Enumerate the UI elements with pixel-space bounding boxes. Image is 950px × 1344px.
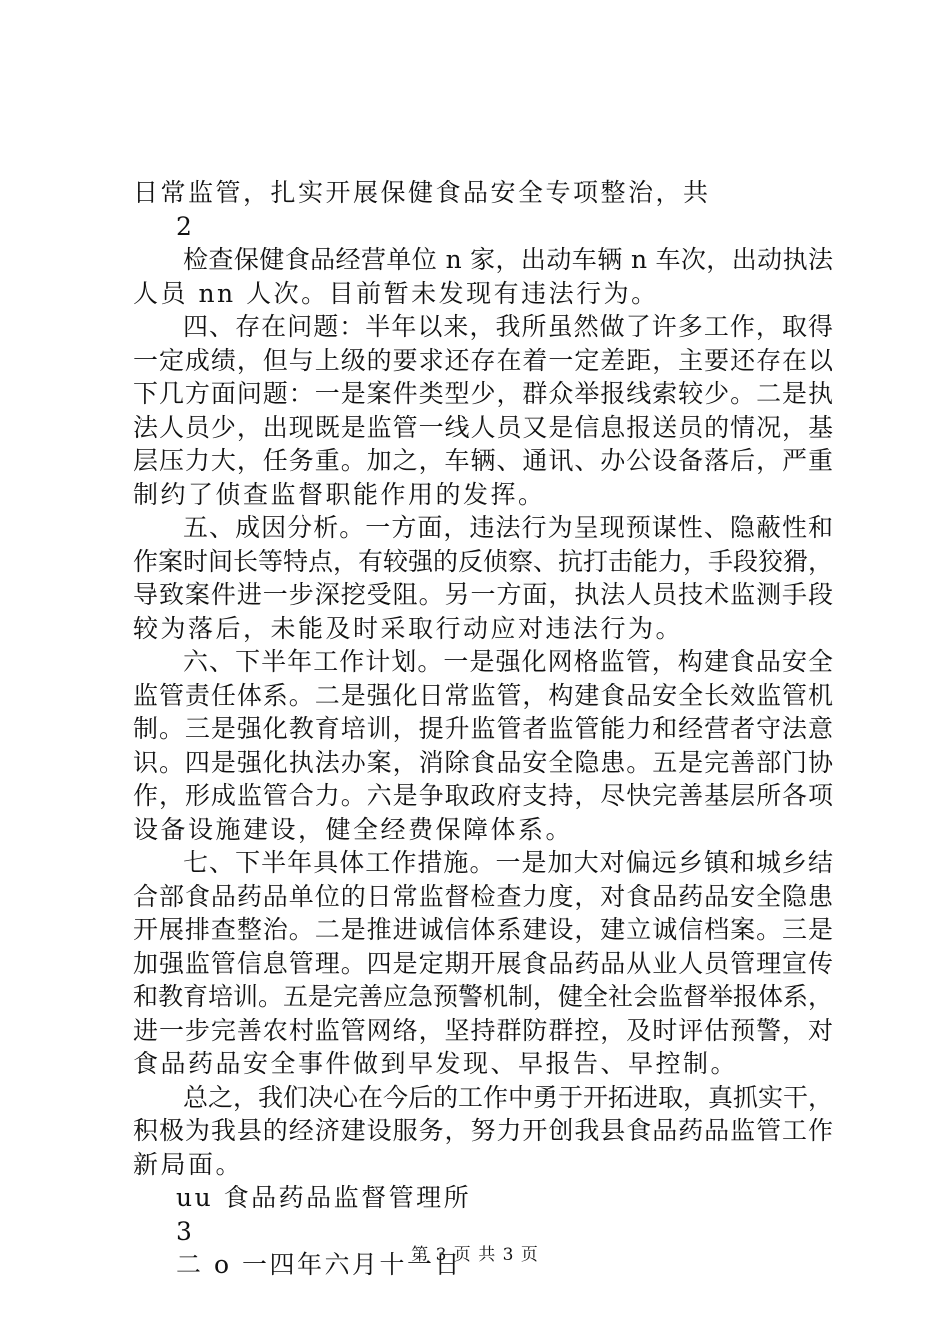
text-line-8: 法人员少，出现既是监管一线人员又是信息报送员的情况，基 [133,412,833,442]
paragraph-5-start: 五、成因分析。一方面，违法行为呈现预谋性、隐蔽性和 [183,513,833,542]
paragraph-6-start: 六、下半年工作计划。一是强化网格监管，构建食品安全 [183,647,833,676]
text-line-14: 较为落后，未能及时采取行动应对违法行为。 [133,613,684,643]
paragraph-7-start: 七、下半年具体工作措施。一是加大对偏远乡镇和城乡结 [183,848,833,877]
paragraph-8-start: 总之，我们决心在今后的工作中勇于开拓进取，真抓实干， [183,1082,834,1112]
text-line-17: 制。三是强化教育培训，提升监管者监管能力和经营者守法意 [133,714,833,743]
signature-organization: uu 食品药品监督管理所 [176,1183,472,1212]
text-line-27: 食品药品安全事件做到早发现、早报告、早控制。 [133,1049,739,1078]
page-marker-3: 3 [176,1216,195,1246]
text-line-7: 下几方面问题：一是案件类型少，群众举报线索较少。二是执 [133,379,833,408]
text-line-24: 加强监管信息管理。四是定期开展食品药品从业人员管理宣传 [133,948,833,978]
text-line-6: 一定成绩，但与上级的要求还存在着一定差距，主要还存在以 [133,345,833,375]
text-line-29: 积极为我县的经济建设服务，努力开创我县食品药品监管工作 [133,1116,833,1145]
paragraph-4-start: 四、存在问题：半年以来，我所虽然做了许多工作，取得 [183,312,833,341]
text-line-26: 进一步完善农村监管网络，坚持群防群控，及时评估预警，对 [133,1015,833,1045]
text-line-13: 导致案件进一步深挖受阻。另一方面，执法人员技术监测手段 [133,580,833,609]
text-line-20: 设备设施建设，健全经费保障体系。 [133,814,574,844]
text-line-1: 日常监管，扎实开展保健食品安全专项整治，共 [133,178,711,207]
page-footer: 第 3 页 共 3 页 [411,1245,539,1265]
text-line-3: 检查保健食品经营单位 n 家，出动车辆 n 车次，出动执法 [183,245,833,274]
text-line-25: 和教育培训。五是完善应急预警机制，健全社会监督举报体系， [133,982,834,1011]
text-line-4: 人员 nn 人次。目前暂未发现有违法行为。 [133,278,659,308]
text-line-16: 监管责任体系。二是强化日常监管，构建食品安全长效监管机 [133,680,833,710]
text-line-9: 层压力大，任务重。加之，车辆、通讯、办公设备落后，严重 [133,446,833,475]
document-body [133,176,833,1282]
text-line-30: 新局面。 [133,1149,244,1179]
signature-date: 二 o 一四年六月十一日 [176,1250,462,1279]
text-line-22: 合部食品药品单位的日常监督检查力度，对食品药品安全隐患 [133,881,833,911]
page-marker-2: 2 [176,211,195,241]
text-line-19: 作，形成监管合力。六是争取政府支持，尽快完善基层所各项 [133,781,833,810]
text-line-23: 开展排查整治。二是推进诚信体系建设，建立诚信档案。三是 [133,915,833,944]
text-line-10: 制约了侦查监督职能作用的发挥。 [133,479,546,509]
text-line-18: 识。四是强化执法办案，消除食品安全隐患。五是完善部门协 [133,747,833,777]
text-line-12: 作案时间长等特点，有较强的反侦察、抗打击能力，手段狡猾， [133,546,834,576]
